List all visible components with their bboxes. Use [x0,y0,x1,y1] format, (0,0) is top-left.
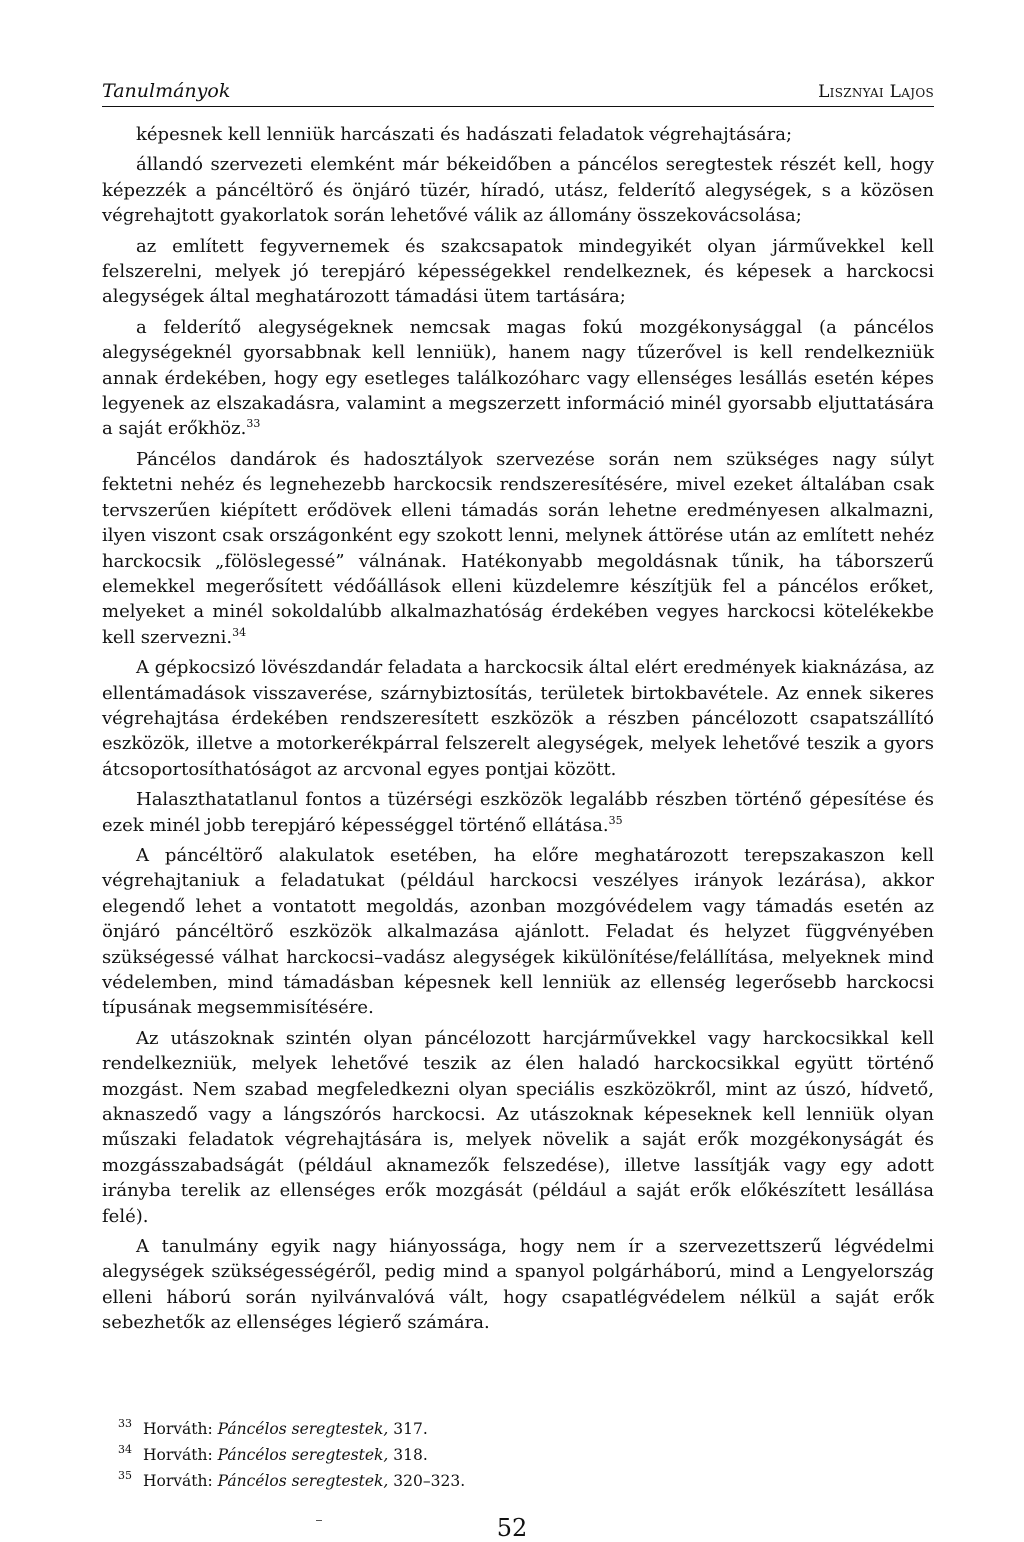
paragraph: A páncéltörő alakulatok esetében, ha előre meghatározott terepszakaszon kell végrehajtaniuk a feladatukat (például harckocsi veszélyes irányok lezárása), akkor elegendő lehet a vontatott megoldás, azonban mozgóvédelem vagy támadás esetén az önjáró páncéltörő eszközök alkalmazása ajánlott. Feladat és helyzet függvényében szükségessé válhat harckocsi–vadász alegységek kikülönítése/felállítása, melyeknek mind védelemben, mind támadásban képesnek kell lenniük az ellenség legerősebb harckocsi típusának megsemmisítésére. [102,844,934,1019]
footnote-ref: 35 [608,813,623,827]
page-number: 52 [496,1514,528,1542]
footnote: 35 Horváth: Páncélos seregtestek, 320–323. [102,1468,934,1494]
author-name: Lisznyai Lajos [818,82,934,102]
footnote: 33 Horváth: Páncélos seregtestek, 317. [102,1416,934,1442]
paragraph: állandó szervezeti elemként már békeidőben a páncélos seregtestek részét kell, hogy képezzék a páncéltörő és önjáró tüzér, híradó, utász, felderítő alegységek, s a közösen végrehajtott gyakorlatok során lehetővé válik az állomány összekovácsolása; [102,154,934,227]
section-title: Tanulmányok [102,80,231,102]
footnote-ref: 33 [246,417,261,431]
footnotes [102,1416,934,1494]
paragraph: A gépkocsizó lövészdandár feladata a harckocsik által elért eredmények kiaknázása, az ellentámadások visszaverése, szárnybiztosítás, területek birtokbavétele. Az ennek sikeres végrehajtása érdekében rendszeresített eszközök a részben páncélozott csapatszállító eszközök, illetve a motorkerékpárral felszerelt alegységek, melyek lehetővé teszik a gyors átcsoportosíthatóságot az arcvonal egyes pontjai között. [102,657,934,780]
paragraph: Az utászoknak szintén olyan páncélozott harcjárművekkel vagy harckocsikkal kell rendelkezniük, melyek lehetővé teszik az élen haladó harckocsikkal együtt történő mozgást. Nem szabad megfeledkezni olyan speciális eszközökről, mint az úszó, hídvető, aknaszedő vagy a lángszórós harckocsi. Az utászoknak képeseknek kell lenniük olyan műszaki feladatok végrehajtására is, melyek növelik a saját erők mozgékonyságát és mozgásszabadságát (például aknamezők felszedése), illetve lassítják vagy egy adott irányba terelik az ellenséges erők mozgását (például a saját erők előkészített lesállása felé). [102,1027,934,1227]
body-text [102,122,934,1336]
running-header [102,76,934,107]
footnote-number: 34 [118,1443,132,1456]
paragraph: A tanulmány egyik nagy hiányossága, hogy nem ír a szervezettszerű légvédelmi alegységek szükségességéről, pedig mind a spanyol polgárháború, mind a Lengyelország elleni háború során nyilvánvalóvá vált, hogy csapatlégvédelem nélkül a saját erők sebezhetők az ellenséges légierő számára. [102,1236,934,1334]
paragraph: képesnek kell lenniük harcászati és hadászati feladatok végrehajtására; [136,124,793,145]
footnote-ref: 34 [232,625,247,639]
footnote-number: 33 [118,1417,132,1430]
paragraph: Páncélos dandárok és hadosztályok szervezése során nem szükséges nagy súlyt fektetni nehéz és legnehezebb harckocsik rendszeresítésére, mivel ezeket általában csak tervszerűen kiépített erődövek elleni támadás során lehetne eredményesen alkalmazni, ilyen viszont csak országonként egy szokott lenni, melynek áttörése után az említett nehéz harckocsik „fölöslegessé” válnának. Hatékonyabb megoldásnak tűnik, ha táborszerű elemekkel megerősített védőállások elleni küzdelemre készítjük fel a páncélos erőket, melyeket a minél sokoldalúbb alkalmazhatóság érdekében vegyes harckocsi kötelékekbe kell szervezni.$^{34}$ [102,448,934,648]
paragraph: a felderítő alegységeknek nemcsak magas fokú mozgékonysággal (a páncélos alegységeknél gyorsabbnak kell lenniük), hanem nagy tűzerővel is kell rendelkezniük annak érdekében, hogy egy esetleges találkozóharc vagy ellenséges lesállás esetén képes legyenek az elszakadásra, valamint a megszerzett információ minél gyorsabb eljuttatására a saját erőkhöz.$^{33}$ [102,316,934,440]
footnote-number: 35 [118,1469,132,1482]
footnote: 34 Horváth: Páncélos seregtestek, 318. [102,1442,934,1468]
paragraph: Halaszthatatlanul fontos a tüzérségi eszközök legalább részben történő gépesítése és ezek minél jobb terepjáró képességgel történő ellátása.$^{35}$ [102,789,934,836]
paragraph: az említett fegyvernemek és szakcsapatok mindegyikét olyan járművekkel kell felszerelni, melyek jó terepjáró képességekkel rendelkeznek, és képesek a harckocsi alegységek által meghatározott támadási ütem tartására; [102,235,934,308]
